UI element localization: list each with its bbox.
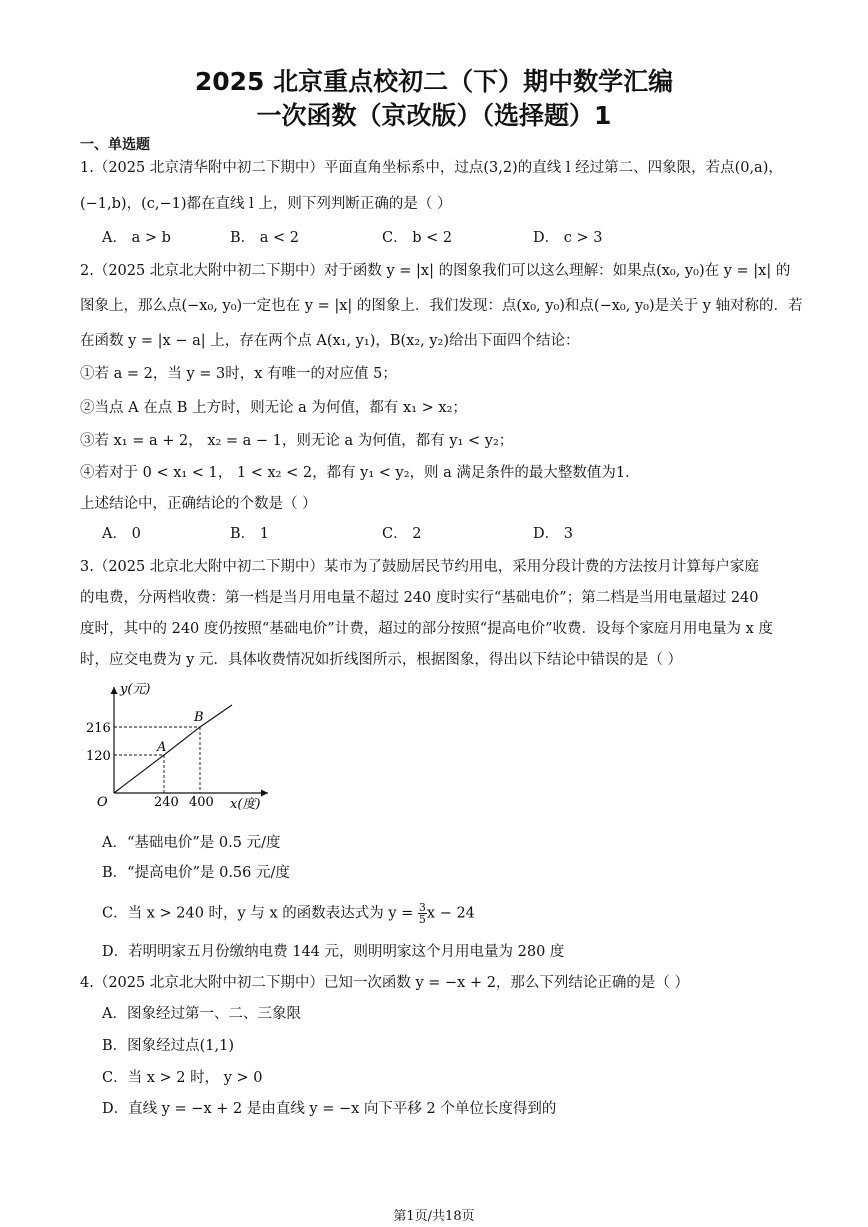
origin-label: O <box>97 795 108 810</box>
q2-line: 在函数 y = |x − a| 上，存在两个点 A(x₁, y₁)，B(x₂, y₂)给出下面四个结论： <box>80 333 580 349</box>
x-axis-label: x(度) <box>230 797 261 812</box>
electricity-fee-graph <box>80 675 280 820</box>
q1-stem-line1: 1.（2025 北京清华附中初二下期中）平面直角坐标系中，过点(3,2)的直线 l 经过第二、四象限，若点(0,a)， <box>80 160 783 176</box>
fraction <box>418 902 427 925</box>
q3-line: 的电费，分两档收费：第一档是当月用电量不超过 240 度时实行“基础电价”；第二档是当用电量超过 240 <box>80 590 759 606</box>
page-footer: 第1页/共18页 <box>393 1209 475 1224</box>
x-tick-label: 240 <box>154 795 179 810</box>
q2-line: ④若对于 0 < x₁ < 1， 1 < x₂ < 2，都有 y₁ < y₂，则 a 满足条件的最大整数值为1． <box>80 465 640 481</box>
q4-option-b: B．图象经过点(1,1) <box>102 1038 235 1054</box>
point-b-label: B <box>194 710 204 725</box>
fraction-numerator: 3 <box>418 901 426 914</box>
q2-line: 图象上，那么点(−x₀, y₀)一定也在 y = |x| 的图象上．我们发现：点(x₀, y₀)和点(−x₀, y₀)是关于 y 轴对称的．若 <box>80 298 803 314</box>
q2-option-a: A． 0 <box>102 526 141 542</box>
x-tick-label: 400 <box>189 795 214 810</box>
q2-line: 上述结论中，正确结论的个数是（ ） <box>80 496 317 512</box>
q1-option-b: B． a < 2 <box>230 230 300 246</box>
q2-line: ①若 a = 2，当 y = 3时，x 有唯一的对应值 5； <box>80 366 397 382</box>
q4-option-a: A．图象经过第一、二、三象限 <box>102 1006 301 1022</box>
document-title-line1: 2025 北京重点校初二（下）期中数学汇编 <box>194 67 674 96</box>
q2-line: 2.（2025 北京北大附中初二下期中）对于函数 y = |x| 的图象我们可以这么理解：如果点(x₀, y₀)在 y = |x| 的 <box>80 263 791 279</box>
section-heading: 一、单选题 <box>80 137 150 153</box>
q1-option-d: D． c > 3 <box>533 230 603 246</box>
q3-option-a: A．“基础电价”是 0.5 元/度 <box>102 835 281 851</box>
q3-line: 度时，其中的 240 度仍按照“基础电价”计费，超过的部分按照“提高电价”收费．设每个家庭月用电量为 x 度 <box>80 621 773 637</box>
q2-line: ②当点 A 在点 B 上方时，则无论 a 为何值，都有 x₁ > x₂； <box>80 400 467 416</box>
fraction-denominator: 5 <box>418 913 426 926</box>
q3-line: 时，应交电费为 y 元．具体收费情况如折线图所示，根据图象，得出以下结论中错误的是（ ） <box>80 652 683 668</box>
q3-option-c-tail: x − 24 <box>426 905 475 922</box>
y-tick-label: 120 <box>86 749 111 764</box>
q3-option-b: B．“提高电价”是 0.56 元/度 <box>102 865 290 881</box>
y-tick-label: 216 <box>86 721 111 736</box>
q2-line: ③若 x₁ = a + 2， x₂ = a − 1，则无论 a 为何值，都有 y₁ < y₂； <box>80 433 514 449</box>
y-axis-label: y(元) <box>120 682 151 697</box>
q3-line: 3.（2025 北京北大附中初二下期中）某市为了鼓励居民节约用电，采用分段计费的方法按月计算每户家庭 <box>80 559 759 575</box>
q2-option-c: C． 2 <box>382 526 422 542</box>
q1-stem-line2: (−1,b)，(c,−1)都在直线 l 上，则下列判断正确的是（ ） <box>80 196 452 212</box>
q1-option-c: C． b < 2 <box>382 230 453 246</box>
fee-polyline <box>114 705 232 793</box>
q2-option-d: D． 3 <box>533 526 573 542</box>
q4-stem: 4.（2025 北京北大附中初二下期中）已知一次函数 y = −x + 2，那么下列结论正确的是（ ） <box>80 975 690 991</box>
q3-option-c <box>102 902 475 925</box>
document-title-line2: 一次函数（京改版）（选择题）1 <box>256 101 612 130</box>
point-a-label: A <box>157 740 167 755</box>
q4-option-c: C．当 x > 2 时， y > 0 <box>102 1070 263 1086</box>
q1-option-a: A． a > b <box>102 230 171 246</box>
q4-option-d: D．直线 y = −x + 2 是由直线 y = −x 向下平移 2 个单位长度得到的 <box>102 1101 557 1117</box>
q3-option-c-text: C．当 x > 240 时，y 与 x 的函数表达式为 y = <box>102 905 418 922</box>
q3-option-d: D．若明明家五月份缴纳电费 144 元，则明明家这个月用电量为 280 度 <box>102 944 565 960</box>
q2-option-b: B． 1 <box>230 526 269 542</box>
